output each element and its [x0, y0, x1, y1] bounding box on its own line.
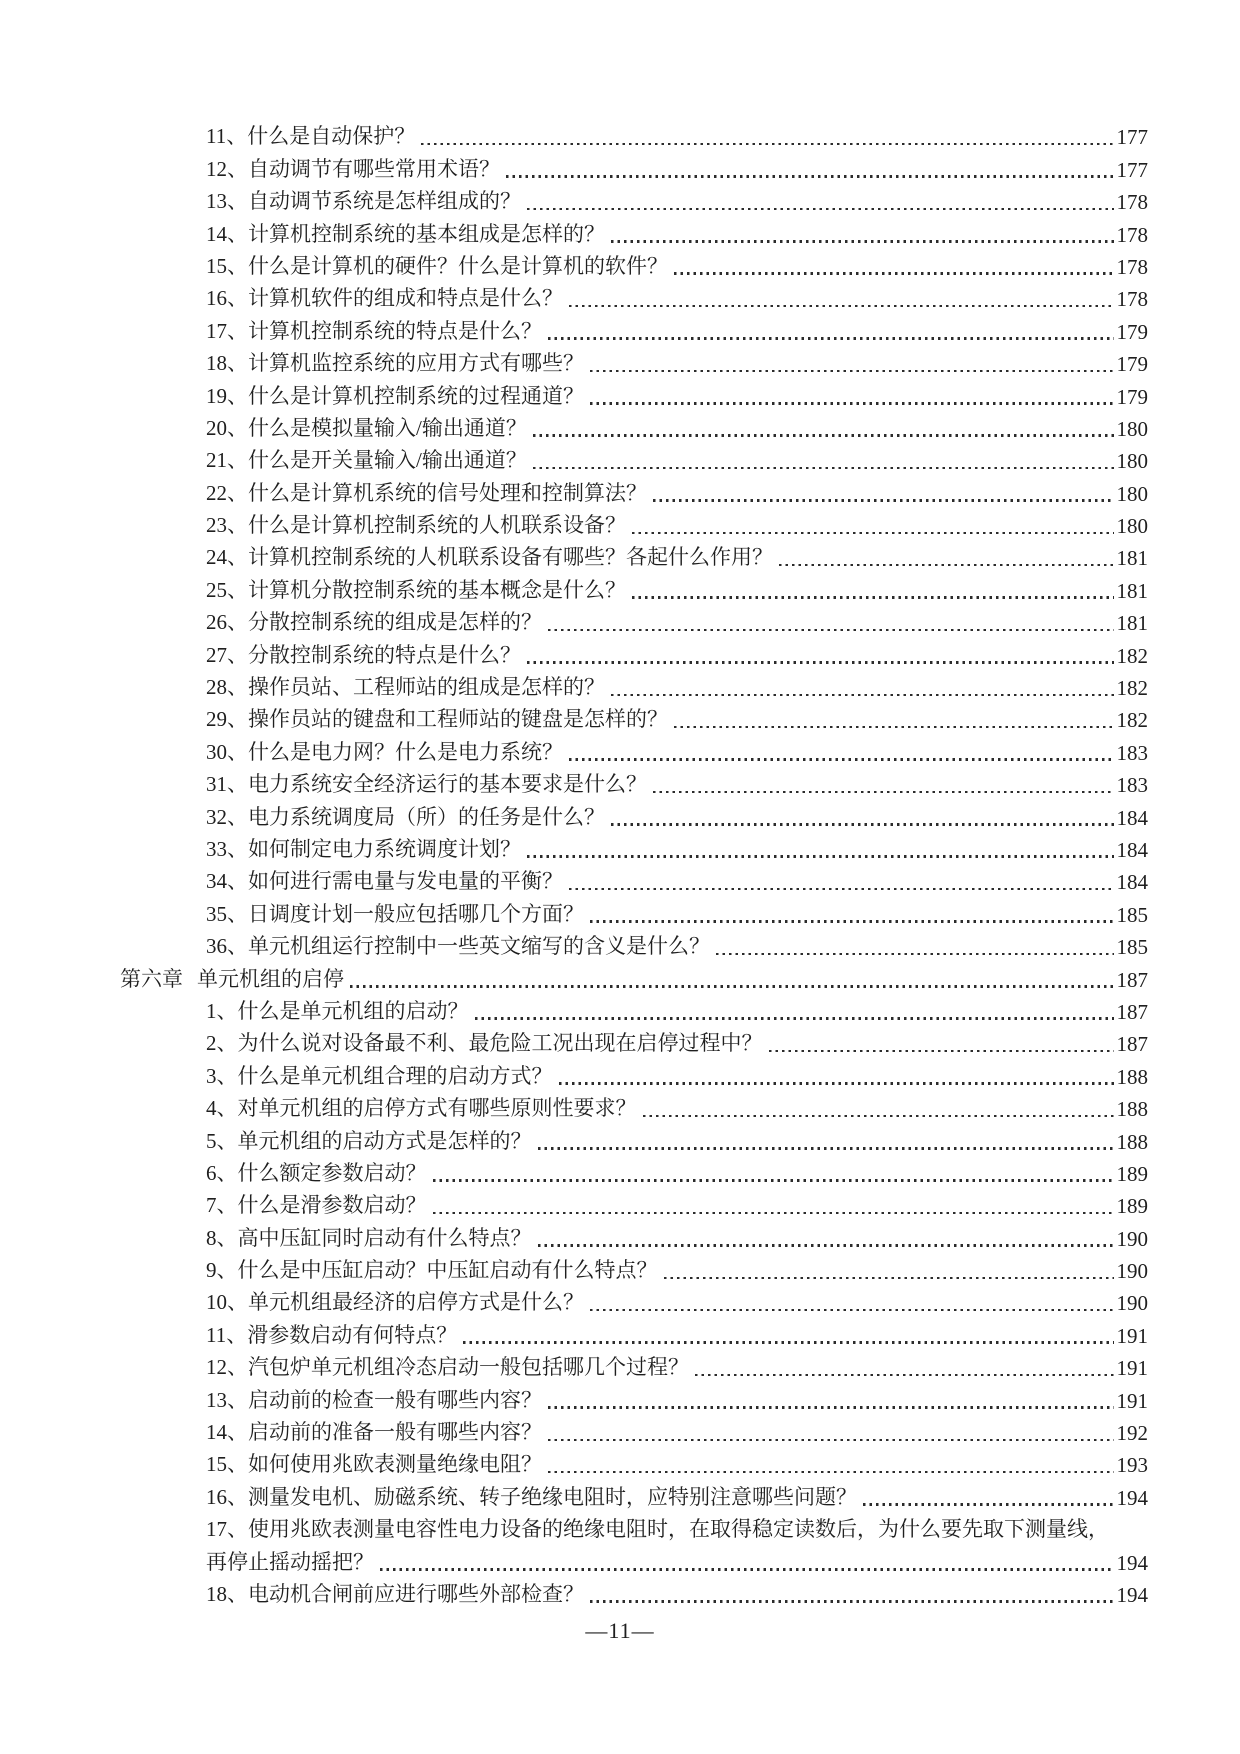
- dot-leader: [779, 564, 1114, 567]
- entry-title: 单元机组运行控制中一些英文缩写的含义是什么？: [248, 934, 710, 959]
- entry-title: 汽包炉单元机组冷态启动一般包括哪几个过程？: [248, 1355, 689, 1380]
- toc-item-entry: [120, 604, 1148, 636]
- toc-item-entry: [120, 1478, 1148, 1510]
- entry-number: 12、: [206, 156, 248, 181]
- entry-page: 193: [1116, 1453, 1148, 1478]
- toc-item-entry: [120, 1025, 1148, 1057]
- entry-page: 177: [1116, 125, 1148, 150]
- entry-title: 什么是滑参数启动？: [237, 1193, 427, 1218]
- entry-page: 178: [1116, 222, 1148, 247]
- entry-number: 12、: [206, 1355, 248, 1380]
- entry-title: 如何进行需电量与发电量的平衡？: [248, 869, 563, 894]
- entry-page: 181: [1116, 578, 1148, 603]
- entry-title: 对单元机组的启停方式有哪些原则性要求？: [237, 1096, 637, 1121]
- dot-leader: [590, 920, 1114, 923]
- entry-number: 28、: [206, 675, 248, 700]
- entry-number: 32、: [206, 804, 248, 829]
- entry-title: 单元机组的启停: [197, 966, 344, 991]
- entry-title: 什么是计算机控制系统的人机联系设备？: [248, 513, 626, 538]
- entry-title: 启动前的检查一般有哪些内容？: [248, 1387, 542, 1412]
- entry-page: 187: [1116, 999, 1148, 1024]
- entry-number: 13、: [206, 189, 248, 214]
- toc-item-entry: [120, 183, 1148, 215]
- dot-leader: [548, 337, 1114, 340]
- toc-item-entry: [120, 442, 1148, 474]
- dot-leader: [590, 370, 1114, 373]
- entry-page: 184: [1116, 870, 1148, 895]
- toc-item-entry: [120, 895, 1148, 927]
- toc-item-entry: [120, 1219, 1148, 1251]
- dot-leader: [611, 694, 1114, 697]
- entry-page: 181: [1116, 611, 1148, 636]
- entry-page: 180: [1116, 416, 1148, 441]
- toc-item-entry: [120, 1284, 1148, 1316]
- toc-item-entry: [120, 701, 1148, 733]
- entry-page: 191: [1116, 1323, 1148, 1348]
- entry-title: 什么是模拟量输入/输出通道？: [248, 415, 527, 440]
- entry-number: 16、: [206, 1484, 248, 1509]
- dot-leader: [350, 985, 1114, 988]
- entry-number: 10、: [206, 1290, 248, 1315]
- entry-title: 操作员站的键盘和工程师站的键盘是怎样的？: [248, 707, 668, 732]
- entry-page: 181: [1116, 546, 1148, 571]
- dot-leader: [380, 1568, 1114, 1571]
- toc-item-entry: [120, 928, 1148, 960]
- entry-page: 180: [1116, 481, 1148, 506]
- toc-item-entry: [120, 1090, 1148, 1122]
- dot-leader: [716, 953, 1114, 956]
- toc-item-entry: [120, 345, 1148, 377]
- toc-item-entry: [120, 539, 1148, 571]
- toc-item-entry: [120, 1543, 1148, 1575]
- entry-number: 1、: [206, 998, 238, 1023]
- entry-number: 13、: [206, 1387, 248, 1412]
- entry-number: 22、: [206, 480, 248, 505]
- page-number-footer: —11—: [585, 1618, 655, 1643]
- entry-title: 再停止摇动摇把？: [206, 1549, 374, 1574]
- dot-leader: [643, 1115, 1114, 1118]
- dot-leader: [475, 1017, 1114, 1020]
- entry-title: 自动调节有哪些常用术语？: [248, 156, 500, 181]
- entry-title: 计算机软件的组成和特点是什么？: [248, 286, 563, 311]
- entry-page: 182: [1116, 676, 1148, 701]
- toc-item-entry: [120, 571, 1148, 603]
- toc-list: [120, 118, 1148, 1608]
- entry-number: 34、: [206, 869, 248, 894]
- entry-title: 启动前的准备一般有哪些内容？: [248, 1420, 542, 1445]
- dot-leader: [611, 240, 1114, 243]
- entry-title: 计算机控制系统的人机联系设备有哪些？各起什么作用？: [248, 545, 773, 570]
- dot-leader: [527, 855, 1114, 858]
- dot-leader: [674, 272, 1114, 275]
- entry-title: 什么是单元机组合理的启动方式？: [237, 1063, 553, 1088]
- entry-number: 2、: [206, 1031, 238, 1056]
- entry-number: 14、: [206, 1420, 248, 1445]
- dot-leader: [674, 726, 1114, 729]
- entry-title: 计算机监控系统的应用方式有哪些？: [248, 351, 584, 376]
- dot-leader: [653, 499, 1114, 502]
- dot-leader: [569, 758, 1114, 761]
- dot-leader: [527, 208, 1114, 211]
- entry-number: 14、: [206, 221, 248, 246]
- toc-item-entry: [120, 1122, 1148, 1154]
- dot-leader: [632, 596, 1114, 599]
- entry-page: 177: [1116, 157, 1148, 182]
- dot-leader: [863, 1503, 1114, 1506]
- entry-title: 单元机组最经济的启停方式是什么？: [248, 1290, 584, 1315]
- entry-title: 电动机合闸前应进行哪些外部检查？: [248, 1581, 584, 1606]
- toc-item-entry: [120, 766, 1148, 798]
- entry-number: 16、: [206, 286, 248, 311]
- toc-item-entry: [120, 410, 1148, 442]
- dot-leader: [664, 1277, 1114, 1280]
- entry-number: 11、: [206, 124, 248, 149]
- toc-item-entry: [120, 377, 1148, 409]
- toc-item-entry: [120, 831, 1148, 863]
- entry-page: 185: [1116, 902, 1148, 927]
- toc-item-entry: [120, 474, 1148, 506]
- dot-leader: [559, 1082, 1114, 1085]
- toc-item-entry: [120, 248, 1148, 280]
- entry-number: 24、: [206, 545, 248, 570]
- toc-item-entry: [120, 993, 1148, 1025]
- dot-leader: [590, 1600, 1114, 1603]
- entry-number: 18、: [206, 1581, 248, 1606]
- entry-page: 194: [1116, 1582, 1148, 1607]
- entry-number: 20、: [206, 415, 248, 440]
- dot-leader: [548, 1406, 1114, 1409]
- dot-leader: [463, 1341, 1113, 1344]
- entry-page: 189: [1116, 1194, 1148, 1219]
- entry-title: 计算机分散控制系统的基本概念是什么？: [248, 577, 626, 602]
- toc-item-entry: [120, 1446, 1148, 1478]
- entry-title: 为什么说对设备最不利、最危险工况出现在启停过程中？: [237, 1031, 763, 1056]
- entry-page: 191: [1116, 1388, 1148, 1413]
- entry-page: 182: [1116, 643, 1148, 668]
- dot-leader: [433, 1179, 1114, 1182]
- dot-leader: [527, 661, 1114, 664]
- entry-title: 单元机组的启动方式是怎样的？: [237, 1128, 532, 1153]
- dot-leader: [769, 1050, 1114, 1053]
- entry-title: 什么是电力网？什么是电力系统？: [248, 739, 563, 764]
- dot-leader: [533, 434, 1114, 437]
- entry-title: 什么额定参数启动？: [237, 1160, 427, 1185]
- entry-page: 180: [1116, 514, 1148, 539]
- entry-page: 189: [1116, 1161, 1148, 1186]
- toc-item-entry: [120, 215, 1148, 247]
- entry-page: 194: [1116, 1550, 1148, 1575]
- entry-page: 183: [1116, 773, 1148, 798]
- entry-number: 19、: [206, 383, 248, 408]
- entry-page: 180: [1116, 449, 1148, 474]
- entry-title: 计算机控制系统的特点是什么？: [248, 318, 542, 343]
- entry-number: 9、: [206, 1258, 238, 1283]
- entry-title: 如何使用兆欧表测量绝缘电阻？: [248, 1452, 542, 1477]
- entry-page: 192: [1116, 1421, 1148, 1446]
- entry-number: 26、: [206, 610, 248, 635]
- entry-page: 191: [1116, 1356, 1148, 1381]
- toc-item-entry: [120, 150, 1148, 182]
- entry-number: 4、: [206, 1096, 238, 1121]
- entry-title: 使用兆欧表测量电容性电力设备的绝缘电阻时，在取得稳定读数后，为什么要先取下测量线，: [248, 1517, 1109, 1542]
- entry-number: 23、: [206, 513, 248, 538]
- dot-leader: [538, 1147, 1114, 1150]
- entry-number: 6、: [206, 1160, 238, 1185]
- entry-page: 184: [1116, 837, 1148, 862]
- entry-number: 5、: [206, 1128, 238, 1153]
- entry-title: 什么是自动保护？: [247, 124, 416, 149]
- entry-number: 11、: [206, 1322, 248, 1347]
- entry-number: 36、: [206, 934, 248, 959]
- entry-title: 电力系统安全经济运行的基本要求是什么？: [248, 772, 647, 797]
- entry-number: 15、: [206, 1452, 248, 1477]
- entry-number: 31、: [206, 772, 248, 797]
- entry-number: 30、: [206, 739, 248, 764]
- entry-number: 7、: [206, 1193, 238, 1218]
- entry-page: 188: [1116, 1064, 1148, 1089]
- toc-item-entry: [120, 507, 1148, 539]
- entry-page: 188: [1116, 1129, 1148, 1154]
- entry-number: 3、: [206, 1063, 238, 1088]
- entry-title: 分散控制系统的组成是怎样的？: [248, 610, 542, 635]
- entry-number: 29、: [206, 707, 248, 732]
- toc-item-entry: [120, 1381, 1148, 1413]
- entry-number: 27、: [206, 642, 248, 667]
- toc-item-entry: [120, 1576, 1148, 1608]
- entry-number: 17、: [206, 318, 248, 343]
- dot-leader: [433, 1212, 1114, 1215]
- toc-chapter-entry: [120, 960, 1148, 992]
- entry-title: 测量发电机、励磁系统、转子绝缘电阻时，应特别注意哪些问题？: [248, 1484, 857, 1509]
- entry-title: 什么是计算机系统的信号处理和控制算法？: [248, 480, 647, 505]
- entry-number: 8、: [206, 1225, 238, 1250]
- dot-leader: [421, 143, 1113, 146]
- entry-title: 滑参数启动有何特点？: [247, 1322, 458, 1347]
- entry-page: 179: [1116, 384, 1148, 409]
- dot-leader: [548, 1471, 1114, 1474]
- entry-page: 179: [1116, 319, 1148, 344]
- entry-page: 178: [1116, 254, 1148, 279]
- dot-leader: [611, 823, 1114, 826]
- entry-page: 179: [1116, 352, 1148, 377]
- entry-page: 190: [1116, 1291, 1148, 1316]
- dot-leader: [533, 467, 1114, 470]
- toc-item-entry: [120, 669, 1148, 701]
- entry-number: 17、: [206, 1517, 248, 1542]
- entry-number: 21、: [206, 448, 248, 473]
- toc-item-entry: [120, 1511, 1148, 1543]
- entry-title: 自动调节系统是怎样组成的？: [248, 189, 521, 214]
- entry-number: 33、: [206, 836, 248, 861]
- toc-item-entry: [120, 1057, 1148, 1089]
- entry-page: 178: [1116, 190, 1148, 215]
- dot-leader: [569, 305, 1114, 308]
- entry-page: 184: [1116, 805, 1148, 830]
- toc-item-entry: [120, 733, 1148, 765]
- dot-leader: [538, 1244, 1114, 1247]
- entry-page: 187: [1116, 967, 1148, 992]
- toc-item-entry: [120, 1155, 1148, 1187]
- entry-title: 如何制定电力系统调度计划？: [248, 836, 521, 861]
- entry-title: 什么是计算机控制系统的过程通道？: [248, 383, 584, 408]
- dot-leader: [548, 1439, 1114, 1442]
- entry-number: 35、: [206, 901, 248, 926]
- entry-page: 190: [1116, 1226, 1148, 1251]
- dot-leader: [548, 629, 1114, 632]
- toc-item-entry: [120, 863, 1148, 895]
- toc-item-entry: [120, 636, 1148, 668]
- dot-leader: [590, 1309, 1114, 1312]
- entry-title: 操作员站、工程师站的组成是怎样的？: [248, 675, 605, 700]
- entry-page: 187: [1116, 1032, 1148, 1057]
- toc-item-entry: [120, 1414, 1148, 1446]
- entry-page: 188: [1116, 1097, 1148, 1122]
- toc-item-entry: [120, 798, 1148, 830]
- entry-page: 194: [1116, 1485, 1148, 1510]
- entry-title: 什么是开关量输入/输出通道？: [248, 448, 527, 473]
- dot-leader: [632, 532, 1114, 535]
- entry-page: 190: [1116, 1259, 1148, 1284]
- dot-leader: [590, 402, 1114, 405]
- toc-item-entry: [120, 118, 1148, 150]
- entry-page: 183: [1116, 740, 1148, 765]
- dot-leader: [653, 791, 1114, 794]
- entry-title: 什么是中压缸启动？中压缸启动有什么特点？: [237, 1258, 658, 1283]
- entry-title: 高中压缸同时启动有什么特点？: [237, 1225, 532, 1250]
- entry-title: 什么是计算机的硬件？什么是计算机的软件？: [248, 253, 668, 278]
- entry-title: 计算机控制系统的基本组成是怎样的？: [248, 221, 605, 246]
- entry-page: 182: [1116, 708, 1148, 733]
- entry-number: 18、: [206, 351, 248, 376]
- entry-title: 日调度计划一般应包括哪几个方面？: [248, 901, 584, 926]
- toc-item-entry: [120, 280, 1148, 312]
- entry-number: 25、: [206, 577, 248, 602]
- dot-leader: [569, 888, 1114, 891]
- entry-title: 什么是单元机组的启动？: [237, 998, 469, 1023]
- entry-number: 15、: [206, 253, 248, 278]
- dot-leader: [506, 175, 1114, 178]
- toc-item-entry: [120, 312, 1148, 344]
- dot-leader: [695, 1374, 1114, 1377]
- entry-page: 178: [1116, 287, 1148, 312]
- entry-page: 185: [1116, 935, 1148, 960]
- toc-item-entry: [120, 1252, 1148, 1284]
- toc-item-entry: [120, 1316, 1148, 1348]
- toc-item-entry: [120, 1349, 1148, 1381]
- toc-item-entry: [120, 1187, 1148, 1219]
- entry-number: 第六章: [120, 966, 183, 991]
- entry-title: 分散控制系统的特点是什么？: [248, 642, 521, 667]
- entry-title: 电力系统调度局（所）的任务是什么？: [248, 804, 605, 829]
